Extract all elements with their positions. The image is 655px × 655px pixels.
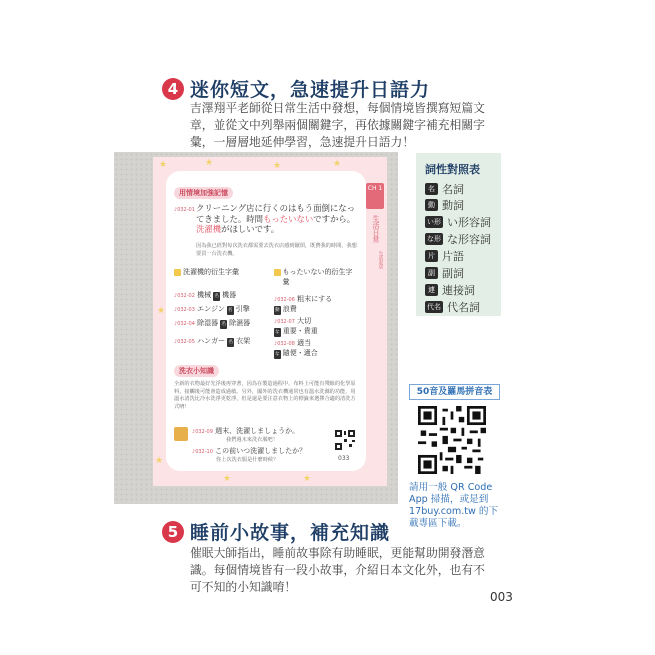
star-icon: ★ xyxy=(273,161,282,171)
legend-item: 片 片語 xyxy=(425,248,464,264)
vocab-item: ♪032-02 機械 名 機器 xyxy=(174,291,237,299)
knowledge-text: 全新的衣物最好先浮後再穿著，因為在製造過程中，布料上可能有殘餘的化學原料，接觸後可能會造成過敏。另外，國外的洗衣機通常也有溫水洗滌的功能，用溫水清洗比冷水洗淨更乾淨，但是還是要注意衣物上的標籤來選擇合適的清洗方式唷！ xyxy=(174,381,356,410)
chapter-side-subtitle: 生活起居 xyxy=(378,251,383,269)
legend-item: 名 名詞 xyxy=(425,181,464,197)
speaker-icon xyxy=(174,427,188,441)
section-4-body: 吉澤翔平老師從日常生活中發想，每個情境皆撰寫短篇文章，並從文中列舉兩個關鍵字，再依據關鍵字補充相關字彙，一層層地延伸學習，急速提升日語力！ xyxy=(190,101,485,149)
star-icon: ★ xyxy=(223,474,232,484)
dialog-translation: 我們週末來洗衣服吧！ xyxy=(226,437,278,443)
section-5-header xyxy=(162,518,390,545)
legend-item: い形 い形容詞 xyxy=(427,216,491,229)
section-4-title: 迷你短文，急速提升日語力 xyxy=(190,79,431,101)
vocab-item: ♪032-06 粗末にする 動 浪費 xyxy=(274,295,333,313)
vocab-item: ♪032-03 エンジン 名 引擎 xyxy=(174,305,250,313)
content-card xyxy=(166,171,366,471)
section-4-header xyxy=(162,75,430,102)
qr-code-icon[interactable] xyxy=(418,406,486,474)
chapter-tab: CH 1 xyxy=(366,183,384,209)
vocab-item: ♪032-05 ハンガー 名 衣架 xyxy=(174,337,251,345)
sample-page xyxy=(153,157,387,486)
section-5-title: 睡前小故事，補充知識 xyxy=(190,522,391,544)
section-5-body: 催眠大師指出，睡前故事除有助睡眠，更能幫助開發潛意識。每個情境皆有一段小故事，介紹日本文化外，也有不可不知的小知識唷！ xyxy=(190,546,485,594)
memory-pill: 用情境加強記憶 xyxy=(174,187,233,199)
dialog-translation: 你上次洗衣服是什麼時候？ xyxy=(216,457,279,463)
qr-note: 請用一般 QR Code App 掃描，或是到 17buy.com.tw 的下載專區下載。 xyxy=(409,482,499,529)
star-icon: ★ xyxy=(159,160,168,170)
vocab-item: ♪032-08 適当 な 隨便・適合 xyxy=(274,339,318,357)
star-icon: ★ xyxy=(157,306,166,316)
star-icon: ★ xyxy=(303,474,312,484)
dialog-line: ♪032-09 週末、洗濯しましょうか。 xyxy=(192,427,300,435)
pos-legend xyxy=(416,153,501,316)
star-icon: ★ xyxy=(333,159,342,169)
vocab-head-right: もったいない的衍生字彙 xyxy=(274,267,354,287)
vocab-item: ♪032-04 除湿器 名 除濕器 xyxy=(174,319,251,327)
chapter-side-title: 生活日常 xyxy=(372,215,380,243)
legend-item: 動 動詞 xyxy=(425,197,464,213)
inner-page-number: 033 xyxy=(338,455,350,462)
legend-item: 副 副詞 xyxy=(425,265,464,281)
section-4-number: 4 xyxy=(162,78,184,100)
note-icon xyxy=(174,269,181,276)
vocab-head-left: 洗濯機的衍生字彙 xyxy=(174,267,239,277)
legend-title: 詞性對照表 xyxy=(425,163,480,176)
legend-item: 連 連接詞 xyxy=(425,282,475,298)
qr-label: 50音及羅馬拼音表 xyxy=(409,384,500,400)
audio-track-no: ♪032-01 xyxy=(174,207,195,213)
vocab-item: ♪032-07 大切 な 重要・貴重 xyxy=(274,317,318,335)
main-sentence: クリーニング店に行くのはもう面倒になってきました。時間もったいないですから。洗濯機がほしいです。 xyxy=(196,203,356,234)
star-icon: ★ xyxy=(155,456,164,466)
knowledge-pill: 洗衣小知識 xyxy=(174,365,219,377)
dialog-line: ♪032-10 この前いつ洗濯しましたか？ xyxy=(192,447,307,455)
legend-item: 代名 代名詞 xyxy=(427,301,480,314)
section-5-number: 5 xyxy=(162,521,184,543)
page-number: 003 xyxy=(490,590,513,604)
note-icon xyxy=(274,269,281,276)
star-icon: ★ xyxy=(205,158,214,168)
legend-item: な形 な形容詞 xyxy=(427,233,491,246)
sentence-translation: 因為我已經對每次洗衣都需要去洗衣店感到厭煩，既費我的時間，我想要買一台洗衣機。 xyxy=(196,243,357,257)
qr-code-icon xyxy=(334,429,356,451)
